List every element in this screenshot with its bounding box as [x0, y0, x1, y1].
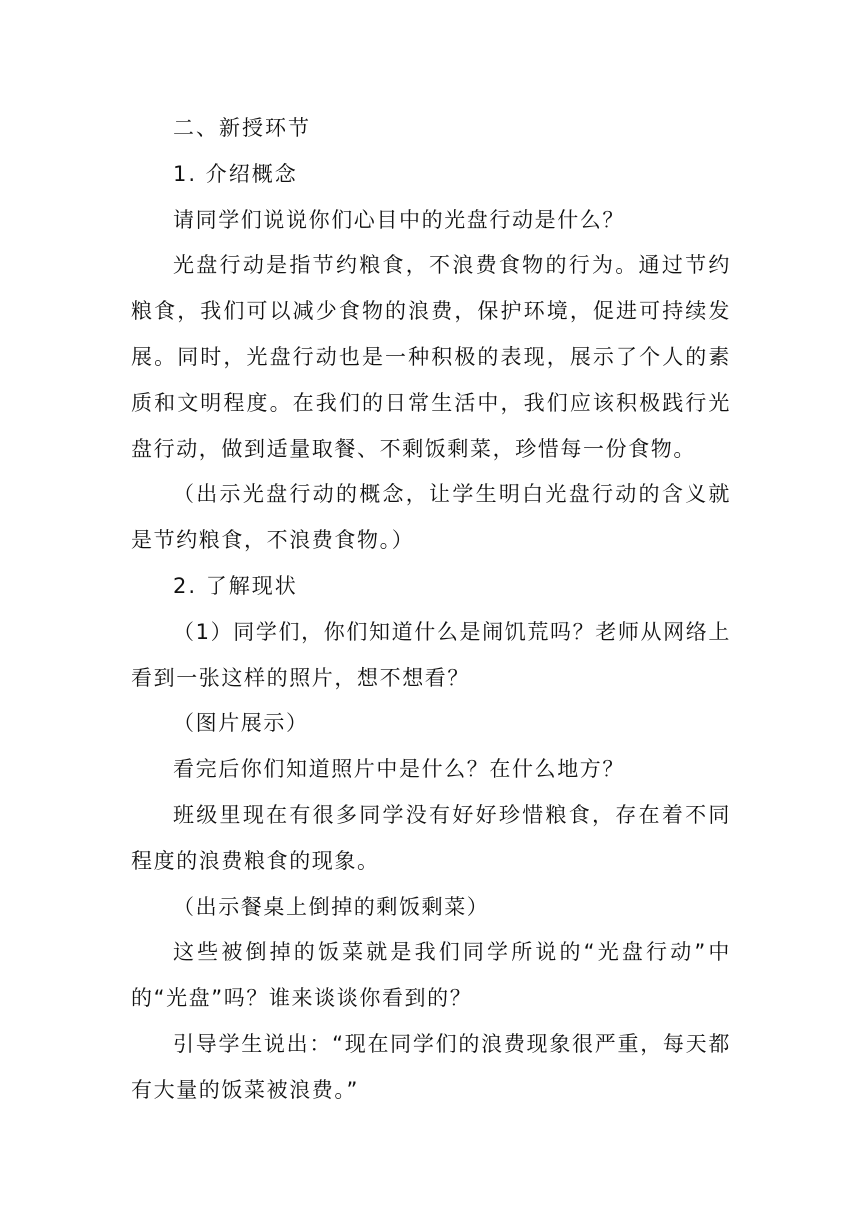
paragraph-leftovers-note: （出示餐桌上倒掉的剩饭剩菜） — [173, 894, 490, 919]
section-heading: 二、新授环节 — [173, 116, 311, 140]
subsection-heading-status: 2. 了解现状 — [173, 573, 298, 598]
subsection-heading-concept: 1. 介绍概念 — [173, 161, 298, 186]
document-body — [131, 106, 731, 1114]
paragraph-discussion-question: 这些被倒掉的饭菜就是我们同学所说的“光盘行动”中的“光盘”吗？谁来谈谈你看到的？ — [131, 940, 731, 1011]
paragraph-class-waste: 班级里现在有很多同学没有好好珍惜粮食，存在着不同程度的浪费粮食的现象。 — [131, 802, 731, 873]
paragraph-photo-question: 看完后你们知道照片中是什么？在什么地方？ — [173, 757, 625, 782]
paragraph-definition: 光盘行动是指节约粮食，不浪费食物的行为。通过节约粮食，我们可以减少食物的浪费，保护环境，促进可持续发展。同时，光盘行动也是一种积极的表现，展示了个人的素质和文明程度。在我们的日常生活中，我们应该积极践行光盘行动，做到适量取餐、不剩饭剩菜，珍惜每一份食物。 — [131, 253, 731, 461]
paragraph-image-note: （图片展示） — [173, 711, 309, 736]
paragraph-note-concept: （出示光盘行动的概念，让学生明白光盘行动的含义就是节约粮食，不浪费食物。） — [131, 482, 731, 553]
paragraph-question: 请同学们说说你们心目中的光盘行动是什么？ — [173, 207, 625, 232]
paragraph-famine-question: （1）同学们，你们知道什么是闹饥荒吗？老师从网络上看到一张这样的照片，想不想看？ — [131, 619, 731, 690]
paragraph-guide-answer: 引导学生说出：“现在同学们的浪费现象很严重，每天都有大量的饭菜被浪费。” — [131, 1031, 731, 1102]
